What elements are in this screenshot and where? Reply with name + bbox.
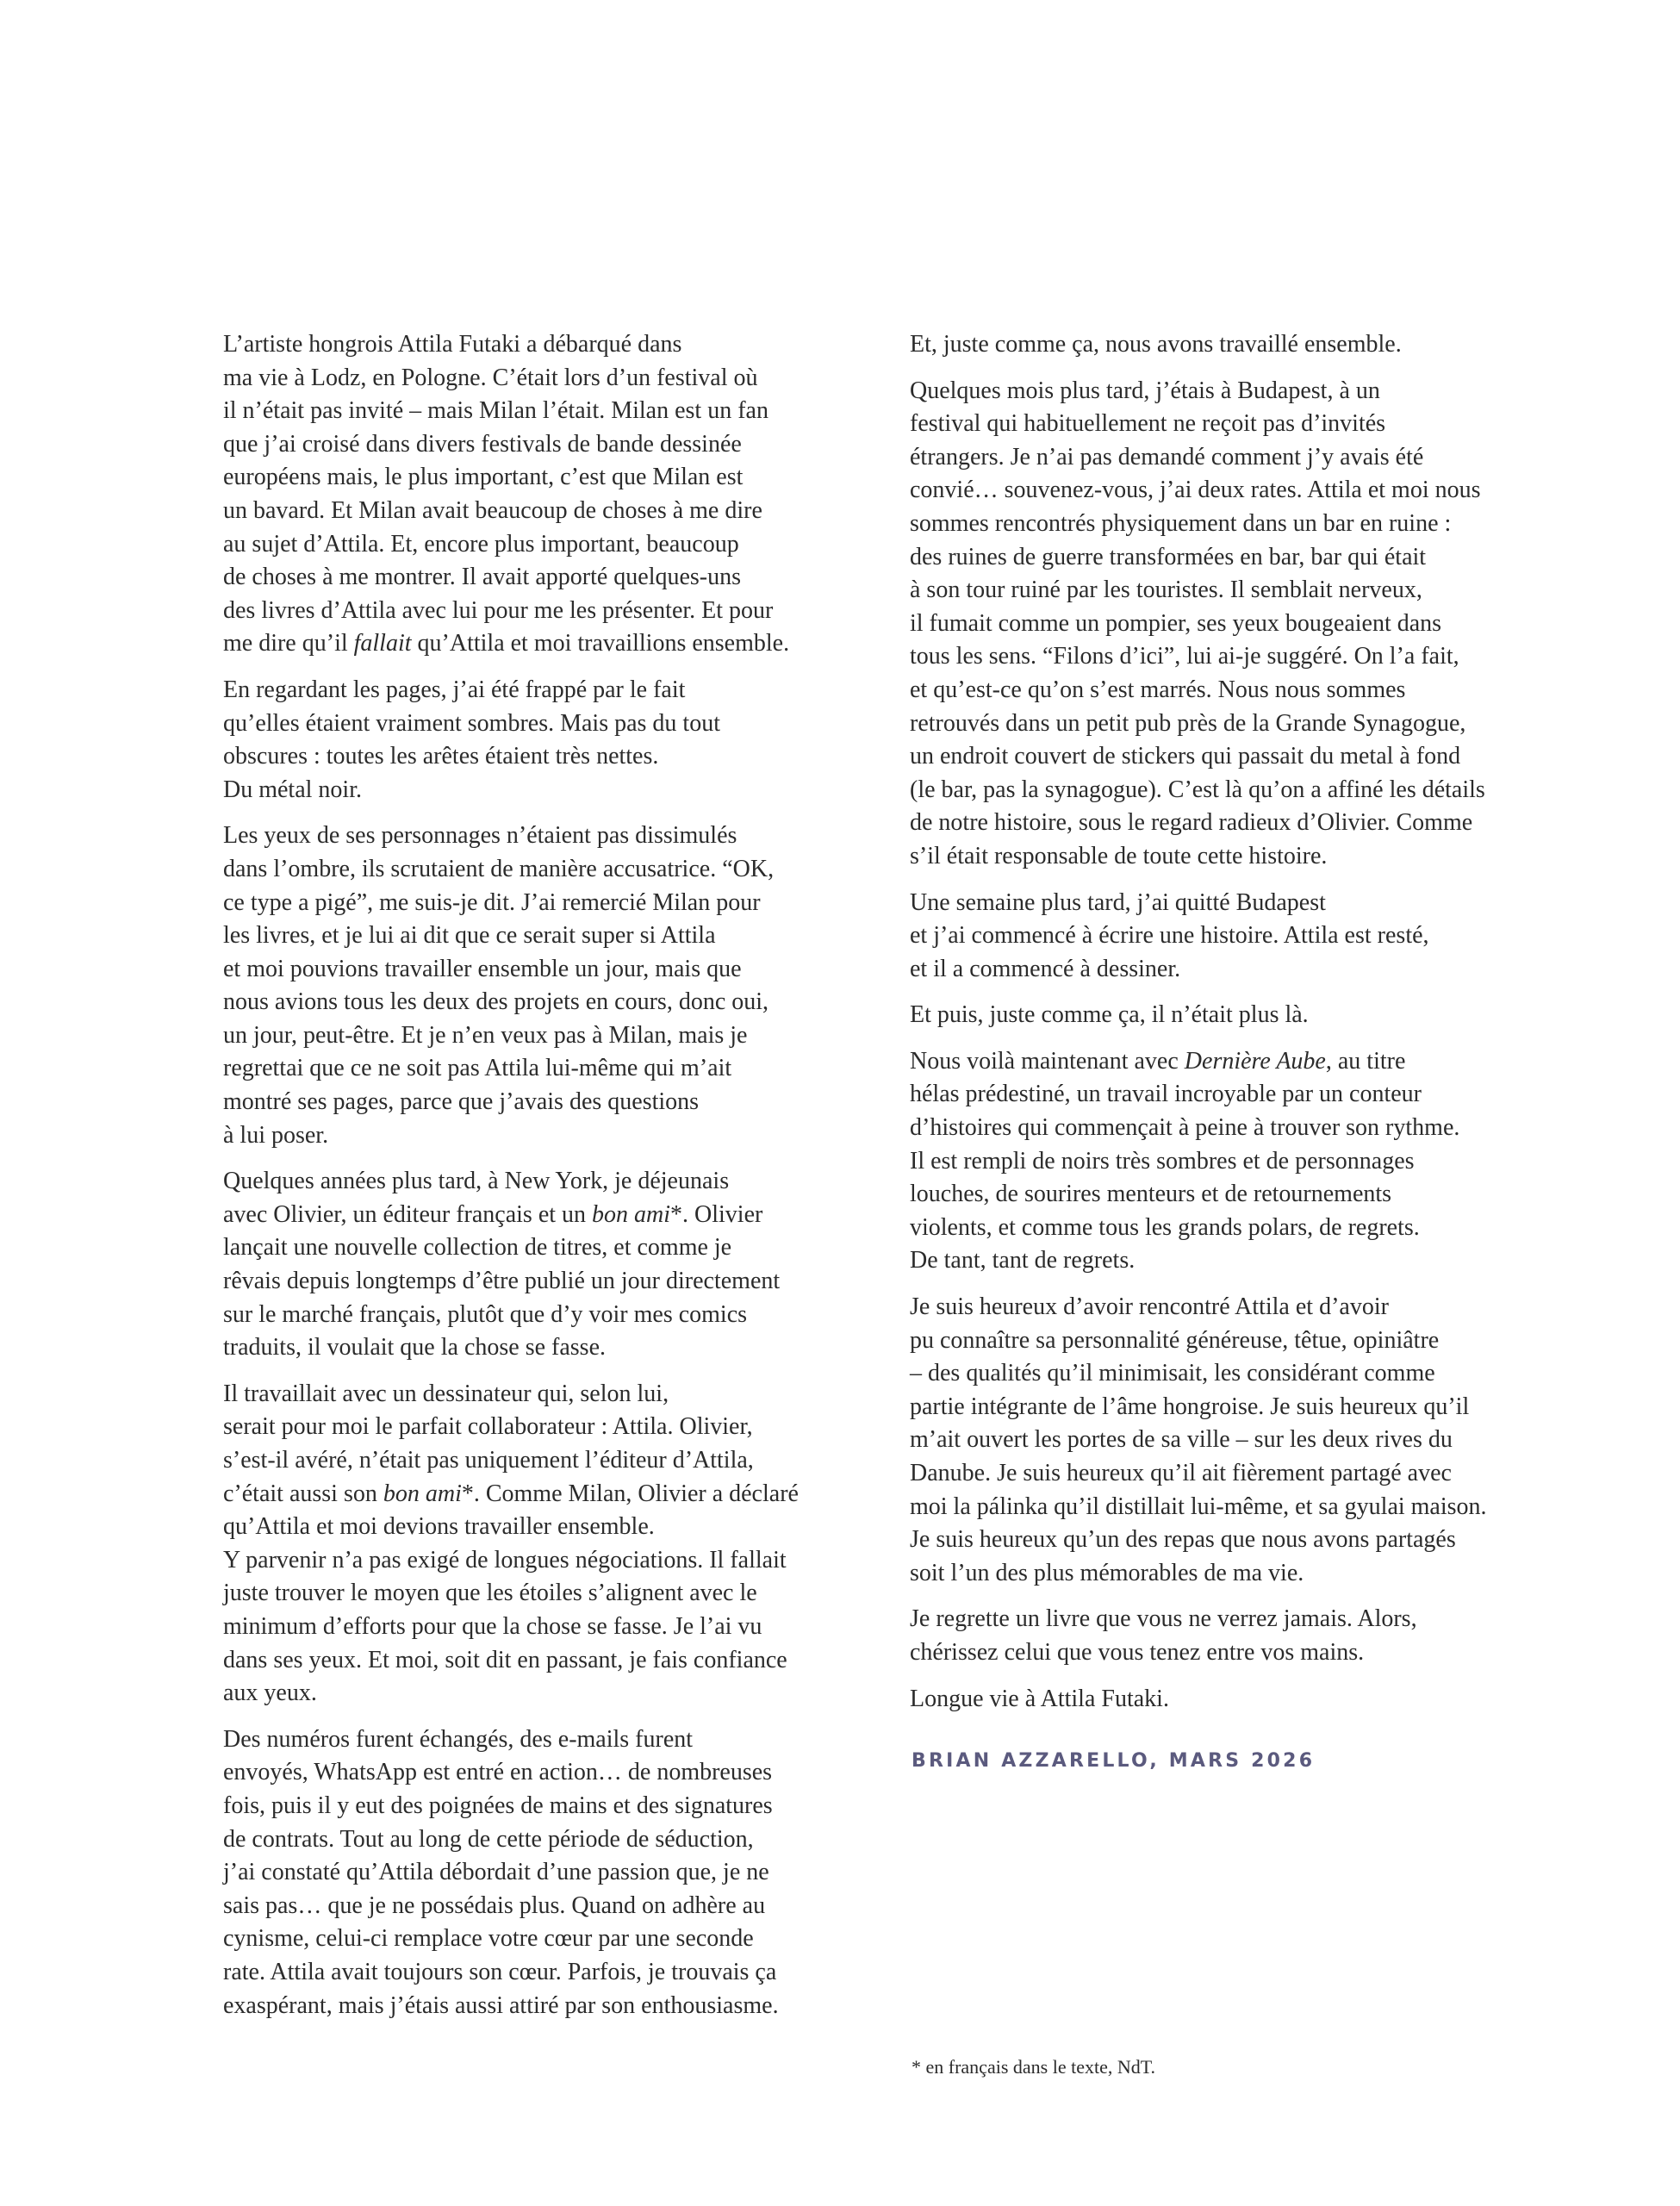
text-line: Une semaine plus tard, j’ai quitté Budapest bbox=[910, 888, 1326, 916]
text-line: exaspérant, mais j’étais aussi attiré par son enthousiasme. bbox=[223, 1991, 779, 2019]
text-line: ce type a pigé”, me suis-je dit. J’ai remercié Milan pour bbox=[223, 888, 761, 916]
text-line: Des numéros furent échangés, des e-mails furent bbox=[223, 1725, 694, 1753]
text-line: de notre histoire, sous le regard radieux d’Olivier. Comme bbox=[910, 809, 1473, 837]
text-line: juste trouver le moyen que les étoiles s’alignent avec le bbox=[223, 1580, 757, 1607]
text-line: qu’elles étaient vraiment sombres. Mais pas du tout bbox=[223, 709, 720, 737]
text-line: étrangers. Je n’ai pas demandé comment j’y avais été bbox=[910, 443, 1424, 470]
text-line: dans l’ombre, ils scrutaient de manière accusatrice. “OK, bbox=[223, 855, 775, 882]
text-line: Nous voilà maintenant avec Dernière Aube, au titre bbox=[910, 1047, 1406, 1075]
text-line: Quelques mois plus tard, j’étais à Budapest, à un bbox=[910, 377, 1380, 404]
text-line: les livres, et je lui ai dit que ce serait super si Attila bbox=[223, 922, 716, 950]
text-line: partie intégrante de l’âme hongroise. Je suis heureux qu’il bbox=[910, 1393, 1470, 1420]
text-line: Je regrette un livre que vous ne verrez jamais. Alors, bbox=[910, 1605, 1417, 1633]
text-line: Les yeux de ses personnages n’étaient pas dissimulés bbox=[223, 822, 737, 850]
text-line: nous avions tous les deux des projets en cours, donc oui, bbox=[223, 988, 769, 1016]
text-line: convié… souvenez-vous, j’ai deux rates. Attila et moi nous bbox=[910, 477, 1481, 504]
paragraph bbox=[875, 999, 1513, 1032]
paragraph bbox=[875, 375, 1513, 874]
left-column bbox=[189, 328, 843, 2035]
text-line: Du métal noir. bbox=[223, 776, 362, 803]
text-line: L’artiste hongrois Attila Futaki a débarqué dans bbox=[223, 331, 682, 358]
text-line: j’ai constaté qu’Attila débordait d’une passion que, je ne bbox=[223, 1859, 769, 1886]
text-line: c’était aussi son bon ami*. Comme Milan, Olivier a déclaré bbox=[223, 1480, 799, 1507]
text-line: il fumait comme un pompier, ses yeux bougeaient dans bbox=[910, 609, 1442, 637]
text-line: obscures : toutes les arêtes étaient très nettes. bbox=[223, 743, 659, 770]
text-line: des livres d’Attila avec lui pour me les présenter. Et pour bbox=[223, 596, 774, 624]
text-line: sur le marché français, plutôt que d’y voir mes comics bbox=[223, 1300, 748, 1328]
text-line: moi la pálinka qu’il distillait lui-même, et sa gyulai maison. bbox=[910, 1492, 1487, 1520]
text-line: rate. Attila avait toujours son cœur. Parfois, je trouvais ça bbox=[223, 1958, 777, 1985]
text-line: des ruines de guerre transformées en bar, bar qui était bbox=[910, 543, 1427, 570]
text-line: rêvais depuis longtemps d’être publié un jour directement bbox=[223, 1268, 781, 1295]
text-line: ma vie à Lodz, en Pologne. C’était lors d’un festival où bbox=[223, 364, 758, 391]
text-line: En regardant les pages, j’ai été frappé par le fait bbox=[223, 676, 686, 703]
text-line: – des qualités qu’il minimisait, les considérant comme bbox=[910, 1360, 1435, 1387]
author-signature: BRIAN AZZARELLO, MARS 2026 bbox=[912, 1750, 1316, 1772]
paragraph bbox=[189, 1378, 843, 1711]
paragraph bbox=[189, 1723, 843, 2022]
text-line: Je suis heureux d’avoir rencontré Attila et d’avoir bbox=[910, 1293, 1389, 1321]
text-line: un bavard. Et Milan avait beaucoup de choses à me dire bbox=[223, 496, 762, 524]
text-line: Danube. Je suis heureux qu’il ait fièrement partagé avec bbox=[910, 1460, 1452, 1486]
text-line: d’histoires qui commençait à peine à trouver son rythme. bbox=[910, 1114, 1460, 1142]
text-line: avec Olivier, un éditeur français et un bon ami*. Olivier bbox=[223, 1200, 763, 1228]
text-line: fois, puis il y eut des poignées de mains et des signatures bbox=[223, 1792, 773, 1819]
text-line: traduits, il voulait que la chose se fasse. bbox=[223, 1334, 606, 1362]
text-line: (le bar, pas la synagogue). C’est là qu’on a affiné les détails bbox=[910, 776, 1485, 803]
text-line: Je suis heureux qu’un des repas que nous avons partagés bbox=[910, 1526, 1456, 1554]
paragraph bbox=[875, 328, 1513, 362]
text-line: pu connaître sa personnalité généreuse, têtue, opiniâtre bbox=[910, 1326, 1440, 1354]
paragraph bbox=[875, 1045, 1513, 1278]
text-line: que j’ai croisé dans divers festivals de bande dessinée bbox=[223, 430, 742, 458]
text-line: Et puis, juste comme ça, il n’était plus là. bbox=[910, 1001, 1309, 1029]
text-line: Il travaillait avec un dessinateur qui, selon lui, bbox=[223, 1380, 669, 1407]
text-line: aux yeux. bbox=[223, 1679, 317, 1707]
text-line: Longue vie à Attila Futaki. bbox=[910, 1685, 1169, 1712]
paragraph bbox=[875, 1683, 1513, 1717]
text-line: européens mais, le plus important, c’est que Milan est bbox=[223, 464, 744, 491]
paragraph bbox=[875, 1291, 1513, 1590]
text-line: un endroit couvert de stickers qui passait du metal à fond bbox=[910, 743, 1461, 770]
text-line: à lui poser. bbox=[223, 1121, 329, 1149]
text-line: de choses à me montrer. Il avait apporté quelques-uns bbox=[223, 564, 742, 591]
text-line: festival qui habituellement ne reçoit pas d’invités bbox=[910, 410, 1386, 438]
text-line: soit l’un des plus mémorables de ma vie. bbox=[910, 1559, 1304, 1586]
text-line: s’il était responsable de toute cette histoire. bbox=[910, 842, 1328, 869]
text-line: minimum d’efforts pour que la chose se fasse. Je l’ai vu bbox=[223, 1612, 762, 1640]
text-line: au sujet d’Attila. Et, encore plus important, beaucoup bbox=[223, 530, 739, 558]
text-line: De tant, tant de regrets. bbox=[910, 1247, 1136, 1274]
text-line: dans ses yeux. Et moi, soit dit en passant, je fais confiance bbox=[223, 1646, 787, 1673]
text-line: Y parvenir n’a pas exigé de longues négociations. Il fallait bbox=[223, 1546, 787, 1573]
text-line: qu’Attila et moi devions travailler ensemble. bbox=[223, 1513, 655, 1541]
text-line: retrouvés dans un petit pub près de la Grande Synagogue, bbox=[910, 709, 1466, 737]
text-line: et qu’est-ce qu’on s’est marrés. Nous nous sommes bbox=[910, 676, 1406, 703]
text-line: à son tour ruiné par les touristes. Il semblait nerveux, bbox=[910, 576, 1422, 604]
text-line: serait pour moi le parfait collaborateur : Attila. Olivier, bbox=[223, 1413, 753, 1441]
text-line: et j’ai commencé à écrire une histoire. Attila est resté, bbox=[910, 922, 1429, 950]
text-line: Et, juste comme ça, nous avons travaillé ensemble. bbox=[910, 331, 1402, 358]
text-line: s’est-il avéré, n’était pas uniquement l’éditeur d’Attila, bbox=[223, 1447, 754, 1474]
right-column bbox=[875, 328, 1513, 1729]
text-line: regrettai que ce ne soit pas Attila lui-même qui m’ait bbox=[223, 1055, 732, 1082]
paragraph bbox=[875, 887, 1513, 987]
paragraph bbox=[189, 328, 843, 661]
text-line: un jour, peut-être. Et je n’en veux pas à Milan, mais je bbox=[223, 1021, 748, 1049]
text-line: Il est rempli de noirs très sombres et de personnages bbox=[910, 1147, 1415, 1175]
text-line: sommes rencontrés physiquement dans un bar en ruine : bbox=[910, 509, 1452, 537]
text-line: et il a commencé à dessiner. bbox=[910, 955, 1181, 982]
text-line: cynisme, celui-ci remplace votre cœur par une seconde bbox=[223, 1925, 754, 1953]
paragraph bbox=[189, 1165, 843, 1365]
text-line: chérissez celui que vous tenez entre vos mains. bbox=[910, 1638, 1365, 1666]
footnote: * en français dans le texte, NdT. bbox=[912, 2056, 1156, 2078]
text-line: louches, de sourires menteurs et de retournements bbox=[910, 1181, 1392, 1208]
text-line: hélas prédestiné, un travail incroyable par un conteur bbox=[910, 1081, 1422, 1108]
text-line: me dire qu’il fallait qu’Attila et moi travaillions ensemble. bbox=[223, 630, 790, 657]
text-line: de contrats. Tout au long de cette période de séduction, bbox=[223, 1825, 754, 1853]
text-line: tous les sens. “Filons d’ici”, lui ai-je suggéré. On l’a fait, bbox=[910, 643, 1459, 670]
text-line: et moi pouvions travailler ensemble un jour, mais que bbox=[223, 955, 742, 982]
text-line: envoyés, WhatsApp est entré en action… de nombreuses bbox=[223, 1759, 773, 1786]
text-line: Quelques années plus tard, à New York, je déjeunais bbox=[223, 1168, 730, 1195]
text-line: montré ses pages, parce que j’avais des questions bbox=[223, 1088, 700, 1116]
paragraph bbox=[189, 674, 843, 807]
text-line: m’ait ouvert les portes de sa ville – sur les deux rives du bbox=[910, 1426, 1453, 1454]
text-line: lançait une nouvelle collection de titres, et comme je bbox=[223, 1234, 732, 1262]
paragraph bbox=[875, 1603, 1513, 1669]
paragraph bbox=[189, 819, 843, 1152]
text-line: violents, et comme tous les grands polars, de regrets. bbox=[910, 1213, 1420, 1241]
text-line: sais pas… que je ne possédais plus. Quand on adhère au bbox=[223, 1891, 766, 1919]
text-line: il n’était pas invité – mais Milan l’était. Milan est un fan bbox=[223, 397, 768, 425]
